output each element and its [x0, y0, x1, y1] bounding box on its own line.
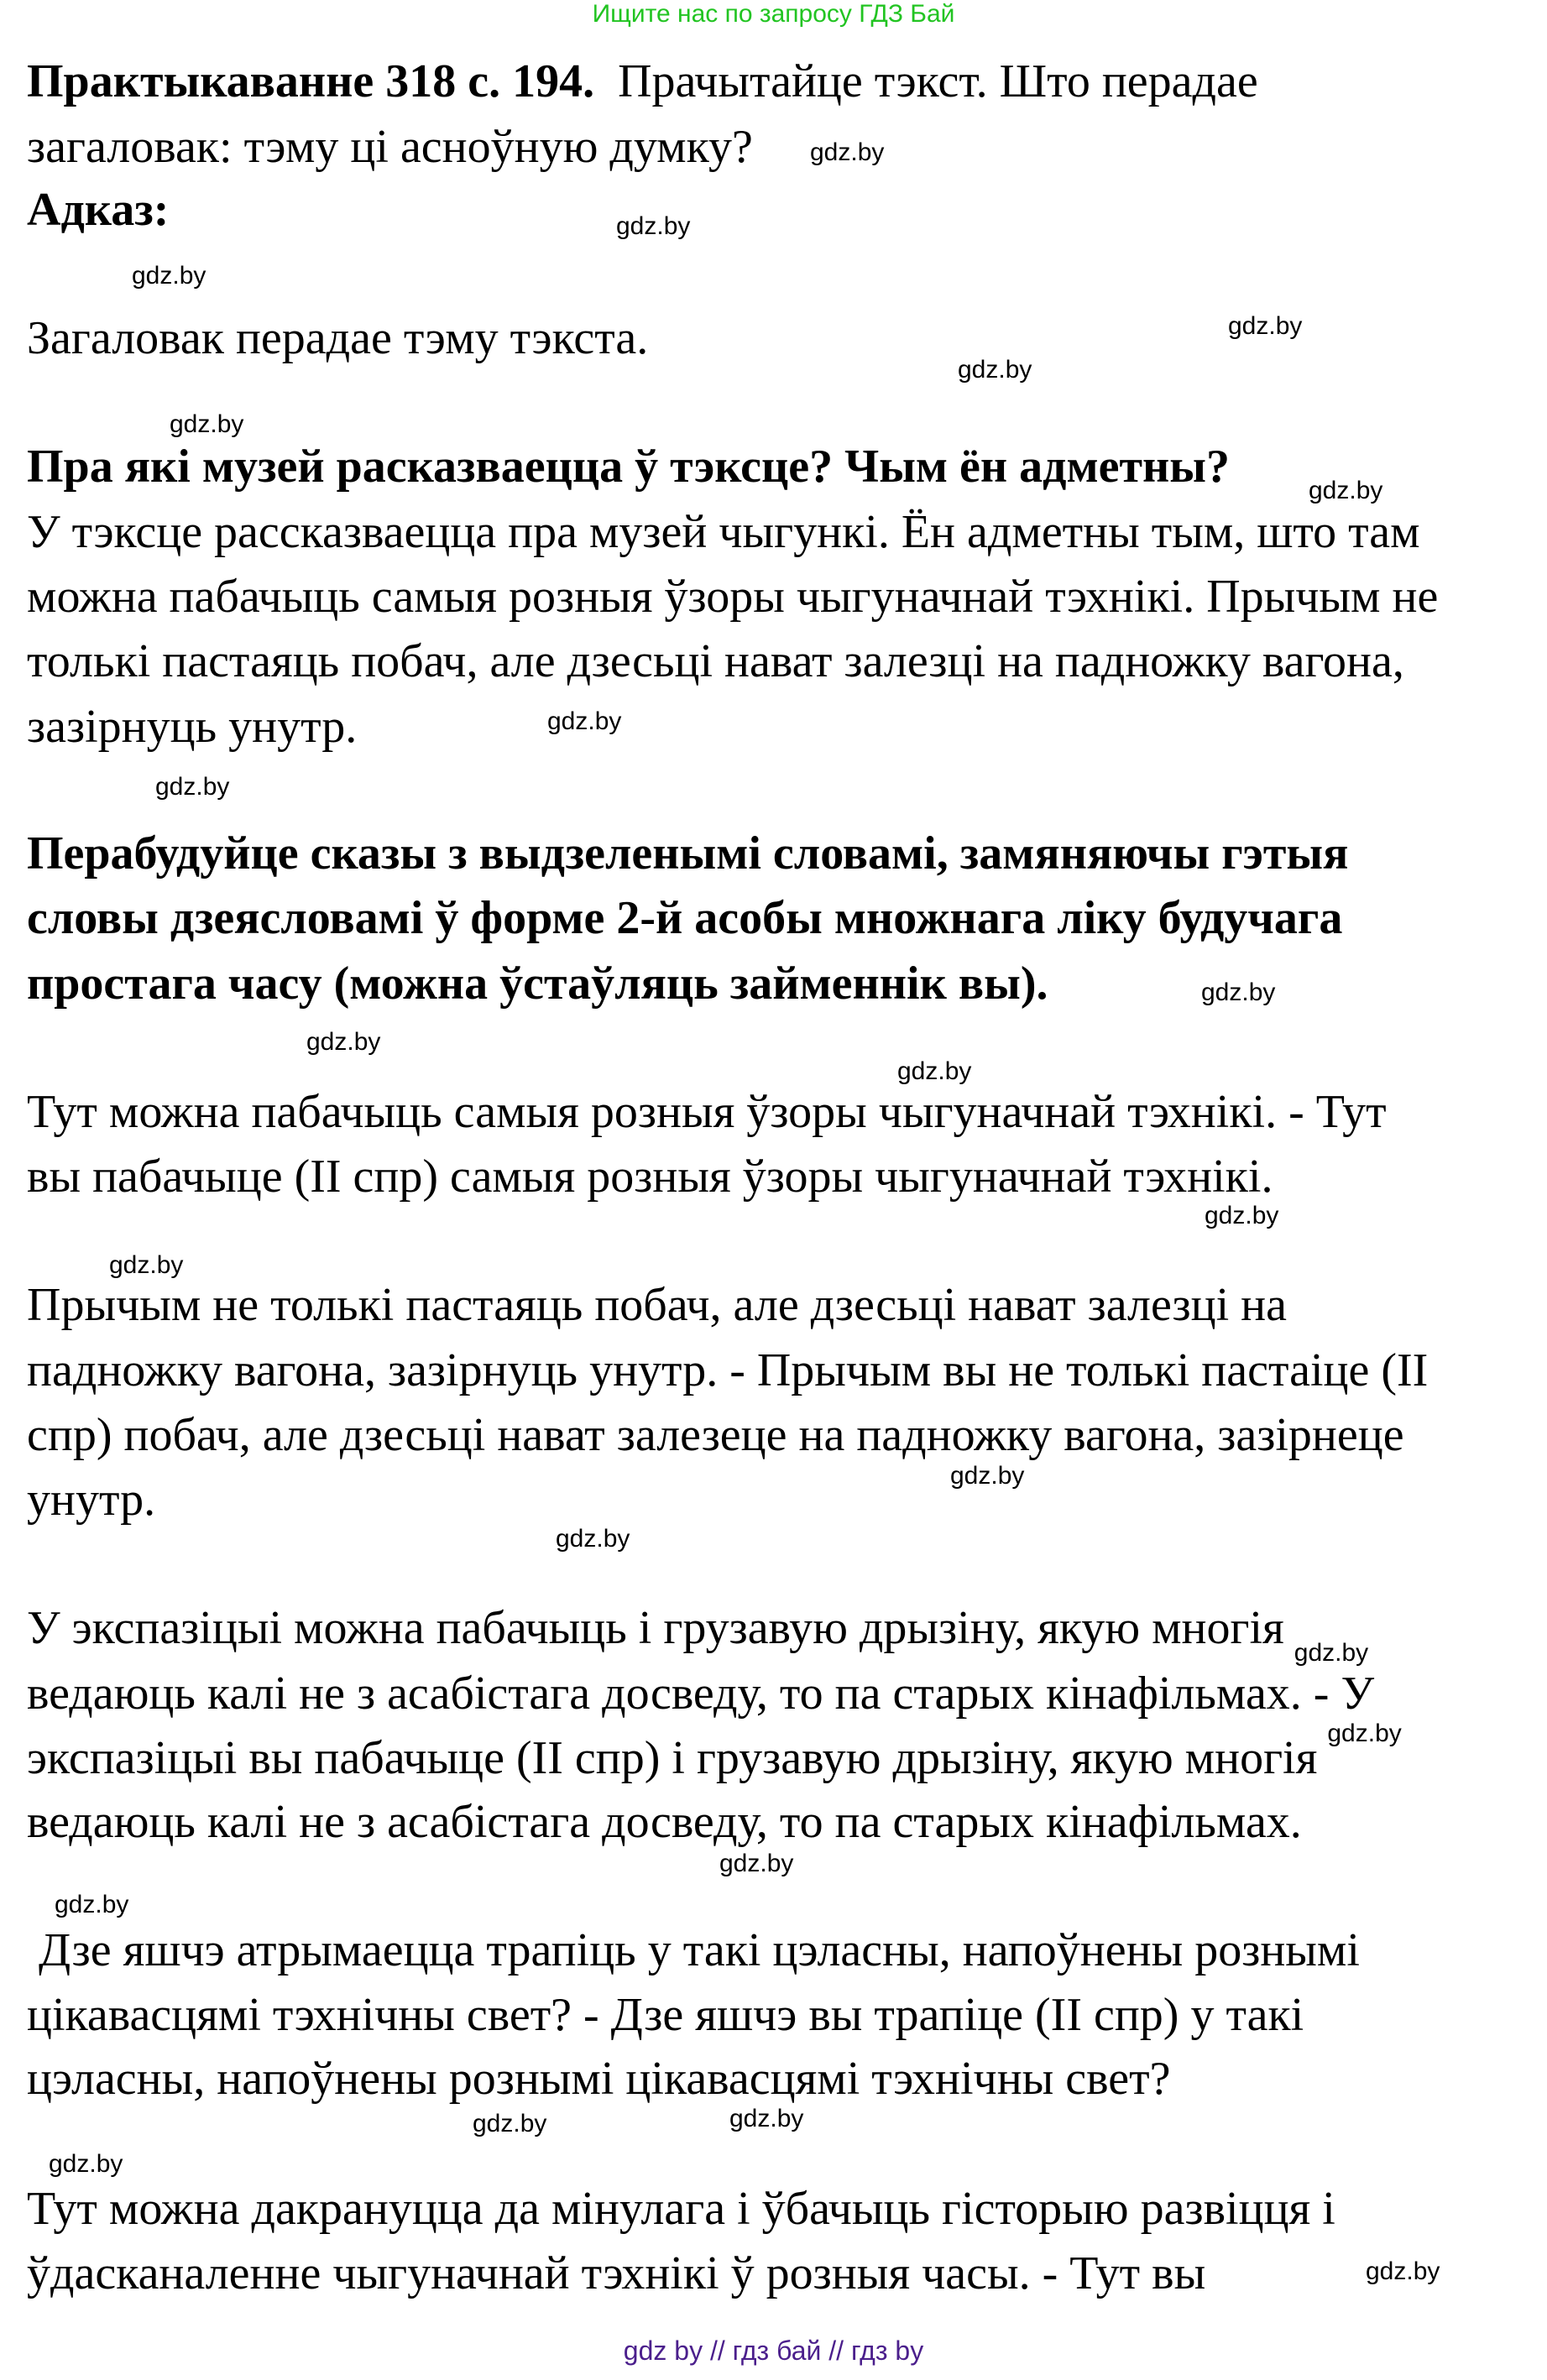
- watermark: gdz.by: [950, 1462, 1025, 1490]
- watermark: gdz.by: [556, 1525, 630, 1553]
- body-text: Тут можна дакрануцца да мінулага і ўбачыць гісторыю развіцця і: [27, 2183, 1335, 2235]
- body-text: экспазіцыі вы пабачыце (II спр) і грузавую дрызіну, якую многія: [27, 1732, 1318, 1784]
- text-line: [27, 113, 753, 180]
- question-heading: [27, 820, 1348, 887]
- footer-links: gdz by // гдз бай // гдз by: [623, 2336, 924, 2366]
- text-line: [27, 1660, 1374, 1727]
- text-line: [27, 498, 1420, 566]
- bold-text: Пра які музей расказваецца ў тэксце? Чым ён адметны?: [27, 441, 1231, 493]
- text-line: [27, 563, 1438, 630]
- watermark: gdz.by: [170, 410, 244, 438]
- watermark: gdz.by: [1201, 979, 1276, 1006]
- body-text: вы пабачыце (II спр) самыя розныя ўзоры чыгуначнай тэхнікі.: [27, 1151, 1273, 1203]
- body-text: толькі пастаяць побач, але дзесьці нават залезці на падножку вагона,: [27, 635, 1404, 687]
- text-line: [27, 1078, 1387, 1146]
- body-text: цікавасцямі тэхнічны свет? - Дзе яшчэ вы трапіце (II спр) у такі: [27, 1989, 1304, 2041]
- text-line: [27, 1271, 1287, 1339]
- text-line: [27, 1594, 1284, 1662]
- search-hint-banner: Ищите нас по запросу ГДЗ Бай: [592, 0, 955, 28]
- body-text: Прычым не толькі пастаяць побач, але дзесьці нават залезці на: [27, 1279, 1288, 1331]
- body-text: Прачытайце тэкст. Што перадае: [594, 55, 1258, 107]
- watermark: gdz.by: [729, 2105, 804, 2132]
- body-text: Дзе яшчэ атрымаецца трапіць у такі цэласны, напоўнены рознымі: [27, 1924, 1360, 1976]
- body-text: падножку вагона, зазірнуць унутр. - Прычым вы не толькі пастаіце (II: [27, 1344, 1429, 1396]
- question-heading: [27, 885, 1342, 952]
- text-line: [27, 305, 648, 372]
- text-line: [27, 1725, 1317, 1792]
- body-text: У экспазіцыі можна пабачыць і грузавую дрызіну, якую многія: [27, 1602, 1284, 1654]
- watermark: gdz.by: [719, 1850, 794, 1877]
- text-line: [27, 1917, 1360, 1984]
- watermark: gdz.by: [897, 1057, 972, 1085]
- watermark: gdz.by: [1205, 1202, 1279, 1229]
- watermark: gdz.by: [547, 707, 622, 735]
- watermark: gdz.by: [132, 262, 206, 290]
- watermark: gdz.by: [1366, 2257, 1440, 2285]
- watermark: gdz.by: [473, 2110, 547, 2137]
- question-heading: [27, 176, 169, 243]
- text-line: [27, 1981, 1304, 2049]
- watermark: gdz.by: [1309, 477, 1383, 504]
- text-line: [27, 628, 1404, 695]
- watermark: gdz.by: [810, 138, 885, 166]
- text-line: [27, 693, 357, 760]
- watermark: gdz.by: [958, 356, 1032, 384]
- body-text: унутр.: [27, 1474, 156, 1526]
- watermark: gdz.by: [306, 1028, 381, 1056]
- text-line: [27, 2045, 1170, 2112]
- bold-text: простага часу (можна ўстаўляць займеннік вы).: [27, 958, 1048, 1010]
- text-line: [27, 1466, 155, 1533]
- body-text: спр) побач, але дзесьці нават залезеце на падножку вагона, зазірнеце: [27, 1409, 1404, 1461]
- watermark: gdz.by: [1327, 1720, 1402, 1747]
- watermark: gdz.by: [1228, 312, 1303, 340]
- text-line: [27, 2175, 1335, 2242]
- watermark: gdz.by: [49, 2150, 123, 2178]
- watermark: gdz.by: [109, 1251, 184, 1279]
- body-text: ведаюць калі не з асабістага досведу, то па старых кінафільмах. - У: [27, 1668, 1375, 1720]
- watermark: gdz.by: [616, 212, 691, 240]
- question-heading: [27, 950, 1048, 1017]
- question-heading: [27, 433, 1230, 500]
- text-line: [27, 1788, 1302, 1855]
- body-text: зазірнуць унутр.: [27, 701, 358, 753]
- body-text: ўдасканаленне чыгуначнай тэхнікі ў розныя часы. - Тут вы: [27, 2247, 1206, 2299]
- watermark: gdz.by: [55, 1891, 129, 1918]
- bold-text: словы дзеясловамі ў форме 2-й асобы множнага ліку будучага: [27, 892, 1343, 944]
- bold-text: Перабудуйце сказы з выдзеленымі словамі, замяняючы гэтыя: [27, 827, 1349, 879]
- body-text: ведаюць калі не з асабістага досведу, то па старых кінафільмах.: [27, 1796, 1302, 1848]
- body-text: цэласны, напоўнены рознымі цікавасцямі тэхнічны свет?: [27, 2053, 1171, 2105]
- bold-text: Адказ:: [27, 184, 170, 236]
- body-text: можна пабачыць самыя розныя ўзоры чыгуначнай тэхнікі. Прычым не: [27, 571, 1439, 623]
- watermark: gdz.by: [155, 773, 230, 801]
- body-text: Тут можна пабачыць самыя розныя ўзоры чыгуначнай тэхнікі. - Тут: [27, 1086, 1387, 1138]
- body-text: Загаловак перадае тэму тэкста.: [27, 312, 649, 364]
- text-line: [27, 1143, 1273, 1210]
- text-line: [27, 2240, 1205, 2307]
- text-line: [27, 1337, 1428, 1404]
- watermark: gdz.by: [1294, 1639, 1369, 1667]
- text-line: [27, 48, 1258, 115]
- text-line: [27, 1401, 1404, 1469]
- body-text: У тэксце рассказваецца пра музей чыгункі. Ён адметны тым, што там: [27, 506, 1420, 558]
- bold-text: Практыкаванне 318 с. 194.: [27, 55, 595, 107]
- body-text: загаловак: тэму ці асноўную думку?: [27, 121, 753, 173]
